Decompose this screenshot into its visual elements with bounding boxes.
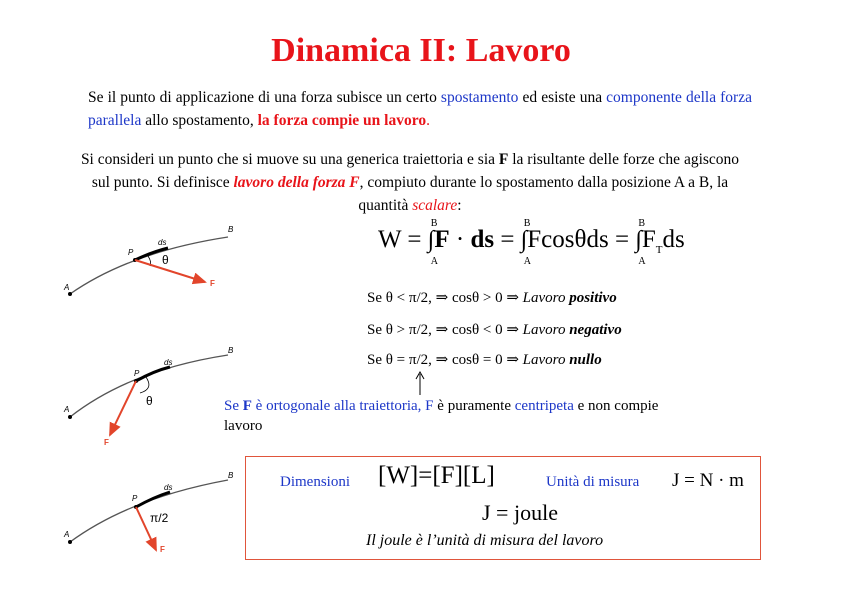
ds-segment: [136, 367, 170, 381]
intro-text-3: ed esiste una: [518, 89, 607, 106]
integral-2-lower: A: [523, 256, 531, 267]
condition-label: Lavoro: [522, 290, 570, 306]
unit-label: Unità di misura: [546, 474, 640, 490]
condition-value: positivo: [569, 290, 617, 306]
ds-segment: [136, 492, 170, 507]
integral-3-lower: A: [638, 256, 646, 267]
condition-label: Lavoro: [522, 352, 570, 368]
trajectory-diagram-3: [60, 470, 245, 560]
note-centripeta: centripeta: [514, 398, 574, 414]
note-text-3: è ortogonale alla traiettoria, F: [251, 398, 434, 414]
integral-3-symbol: ∫: [635, 227, 642, 253]
force-label: F: [210, 279, 215, 288]
ds-label: ds: [164, 483, 173, 492]
integral-1: [427, 218, 438, 267]
integral-1-upper: B: [430, 218, 438, 229]
point-a-label: A: [64, 405, 70, 414]
formula-lhs: W =: [378, 226, 422, 253]
work-formula: [378, 218, 685, 267]
definition-paragraph: [70, 148, 750, 217]
condition-value: nullo: [569, 352, 602, 368]
point-b-label: B: [228, 471, 234, 480]
force-label: F: [104, 438, 109, 447]
condition-positive: [367, 288, 617, 307]
intro-paragraph: [88, 86, 752, 132]
integral-2-upper: B: [523, 218, 531, 229]
formula-fcos: Fcosθds =: [527, 226, 630, 253]
condition-text: Se θ > π/2, ⇒ cosθ < 0 ⇒: [367, 322, 523, 338]
integral-1-symbol: ∫: [427, 227, 435, 253]
point-p-label: P: [134, 369, 140, 378]
integral-2-symbol: ∫: [520, 227, 528, 253]
integral-1-lower: A: [430, 256, 438, 267]
joule-definition: J = joule: [482, 500, 558, 525]
note-text-4: è puramente: [433, 398, 515, 414]
def-colon: :: [457, 197, 462, 214]
point-a-label: A: [64, 283, 70, 292]
intro-componente: componente della forza parallela: [88, 89, 752, 129]
note-text-6: e non compie lavoro: [224, 398, 659, 434]
condition-value: negativo: [569, 322, 622, 338]
ds-label: ds: [164, 358, 173, 367]
condition-label: Lavoro: [522, 322, 570, 338]
formula-force-vector: F: [434, 226, 450, 253]
condition-text: Se θ = π/2, ⇒ cosθ = 0 ⇒: [367, 352, 523, 368]
formula-equals: =: [494, 226, 515, 253]
up-arrow-icon: [412, 370, 428, 396]
angle-label: θ: [146, 394, 153, 408]
intro-text-5: allo spostamento,: [141, 112, 258, 129]
def-lavoro-highlight: lavoro della forza F: [233, 174, 360, 191]
point-p-label: P: [128, 248, 134, 257]
note-text-1: Se: [224, 398, 243, 414]
dimensions-formula: [W]=[F][L]: [378, 462, 495, 489]
slide-title: Dinamica II: Lavoro: [271, 32, 571, 69]
force-arrow: [135, 260, 205, 282]
def-force-symbol: F: [498, 151, 509, 168]
point-a-label: A: [64, 530, 70, 539]
note-force-symbol: F: [242, 398, 252, 414]
intro-text-1: Se il punto di applicazione di una forza subisce un certo: [88, 89, 441, 106]
formula-ft: F: [641, 226, 656, 253]
joule-note: Il joule è l’unità di misura del lavoro: [366, 532, 604, 549]
integral-3-upper: B: [638, 218, 645, 229]
force-label: F: [160, 545, 165, 554]
integral-3: [635, 218, 646, 267]
integral-2: [520, 218, 531, 267]
def-text-3: la risultante delle forze che agiscono sul punto. Si definisce: [91, 151, 740, 191]
formula-ds-vector: ds: [470, 226, 495, 253]
intro-spostamento: spostamento: [440, 89, 519, 106]
condition-text: Se θ < π/2, ⇒ cosθ > 0 ⇒: [367, 290, 523, 306]
condition-null: [367, 350, 602, 369]
intro-period: .: [426, 112, 430, 129]
formula-ds-end: ds: [662, 226, 685, 253]
def-scalare: scalare: [412, 197, 458, 214]
def-text-1: Si consideri un punto che si muove su una generica traiettoria e sia: [80, 151, 499, 168]
orthogonal-note: [224, 396, 694, 436]
trajectory-diagram-2: [60, 345, 245, 450]
angle-label: θ: [162, 253, 169, 267]
formula-t-subscript: T: [655, 244, 663, 256]
unit-formula: J = N · m: [672, 470, 744, 491]
dimensions-label: Dimensioni: [280, 474, 350, 490]
point-b-label: B: [228, 346, 234, 355]
def-text-5: , compiuto durante lo spostamento dalla posizione A a B, la quantità: [358, 174, 729, 214]
point-p-label: P: [132, 494, 138, 503]
angle-label: π/2: [150, 511, 169, 525]
condition-negative: [367, 320, 622, 339]
intro-lavoro-highlight: la forza compie un lavoro: [257, 112, 427, 129]
trajectory-curve: [70, 237, 228, 294]
trajectory-diagram-1: [60, 222, 245, 304]
ds-label: ds: [158, 238, 167, 247]
formula-dot: ·: [449, 226, 471, 253]
point-b-label: B: [228, 225, 234, 234]
